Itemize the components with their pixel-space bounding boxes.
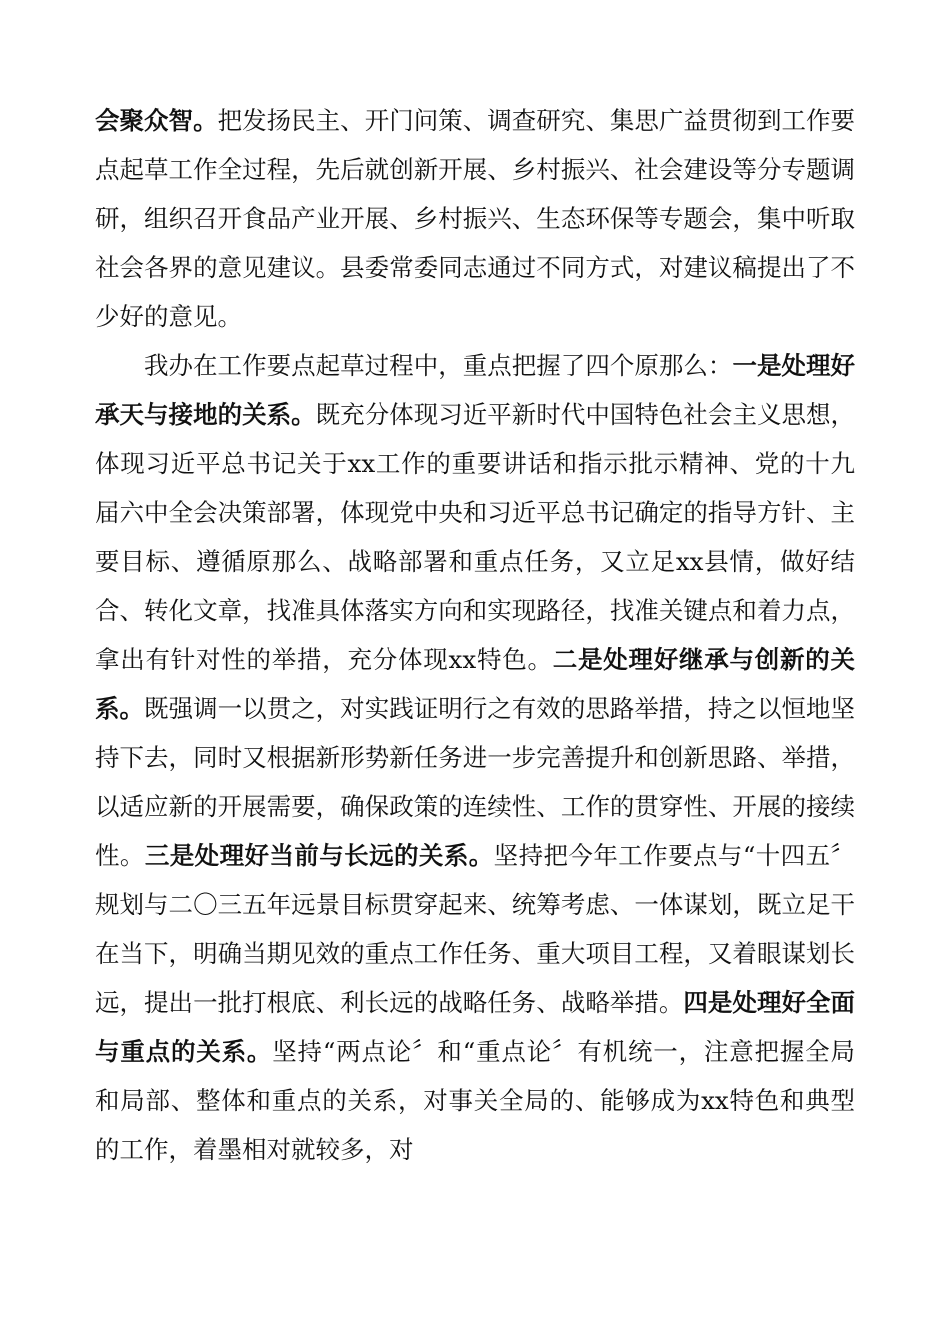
- principle-2-title: 二是处理好继承与创新的关系。: [95, 645, 855, 723]
- principle-2-text: 既强调一以贯之，对实践证明行之有效的思路举措，持之以恒地坚持下去，同时又根据新形势新任务进一步完善提升和创新思路、举措，以适应新的开展需要，确保政策的连续性、工作的贯穿性、开展的接续性。: [95, 694, 856, 870]
- principle-4-text: 坚持“两点论〞和“重点论〞有机统一，注意把握全局和局部、整体和重点的关系，对事关全局的、能够成为xx特色和典型的工作，着墨相对就较多，对: [95, 1037, 855, 1164]
- principle-3-title: 三是处理好当前与长远的关系。: [144, 841, 494, 870]
- paragraph-1: [95, 96, 855, 341]
- principle-1-text: 既充分体现习近平新时代中国特色社会主义思想，体现习近平总书记关于xx工作的重要讲话和指示批示精神、党的十九届六中全会决策部署，体现党中央和习近平总书记确定的指导方针、主要目标、遵循原那么、战略部署和重点任务，又立足xx县情，做好结合、转化文章，找准具体落实方向和实现路径，找准关键点和着力点，拿出有针对性的举措，充分体现xx特色。: [95, 400, 856, 674]
- document-body: [95, 96, 855, 1174]
- principle-4-title: 四是处理好全面与重点的关系。: [95, 988, 856, 1066]
- principle-3-text: 坚持把今年工作要点与“十四五〞规划与二〇三五年远景目标贯穿起来、统筹考虑、一体谋划，既立足干在当下，明确当期见效的重点工作任务、重大项目工程，又着眼谋划长远，提出一批打根底、利长远的战略任务、战略举措。: [95, 841, 856, 1017]
- principle-1-title: 一是处理好承天与接地的关系。: [95, 351, 856, 429]
- paragraph-intro: 我办在工作要点起草过程中，重点把握了四个原那么：: [144, 351, 733, 380]
- paragraph-2: [95, 341, 855, 1174]
- paragraph-text: 把发扬民主、开门问策、调查研究、集思广益贯彻到工作要点起草工作全过程，先后就创新开展、乡村振兴、社会建设等分专题调研，组织召开食品产业开展、乡村振兴、生态环保等专题会，集中听取社会各界的意见建议。县委常委同志通过不同方式，对建议稿提出了不少好的意见。: [95, 106, 856, 331]
- bold-heading: 会聚众智。: [95, 106, 218, 135]
